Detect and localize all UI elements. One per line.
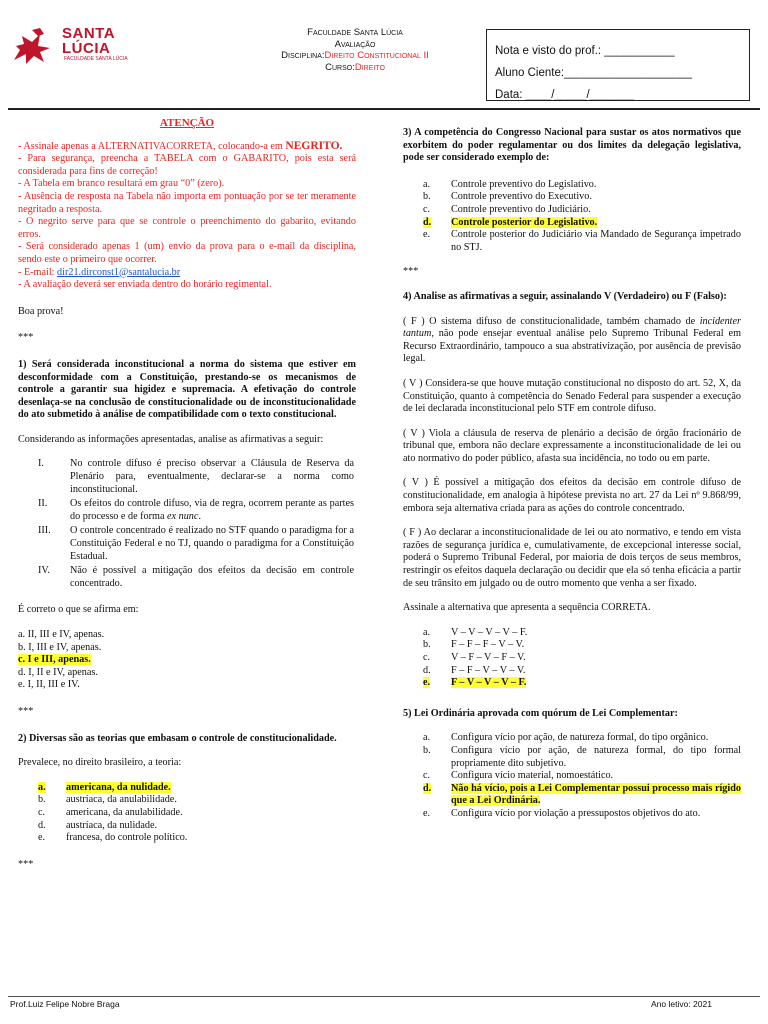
warning-title: ATENÇÃO — [159, 117, 215, 129]
email-link[interactable]: dir21.dirconst1@santalucia.br — [57, 266, 181, 278]
griffin-emblem-icon — [14, 28, 50, 64]
warning-item-3: - A Tabela em branco resultará em grau “0” (zero). — [18, 178, 225, 190]
q4-option-c: c. V – F – V – F – V. — [423, 652, 526, 663]
q1-statement: 1) Será considerada inconstitucional a norma do sistema que estiver em desconformidade com a Constituição, prestando-se os mecanismos de controle a garantir sua higidez e supremacia. A efetivação do controle desenlaça-se na conclusão de constitucionalidade ou de inconstitucionalidade do ato submetido à análise de compatibilidade com o texto constitucional. — [18, 358, 356, 421]
greeting: Boa prova! — [18, 305, 64, 317]
footer-professor: Prof.Luiz Felipe Nobre Braga — [10, 999, 120, 1009]
q1-option-d: d. I, II e IV, apenas. — [18, 666, 98, 678]
q4-affirmation-1: ( F ) O sistema difuso de constitucionalidade, também chamado de incidenter tantum, não pode ensejar eventual análise pelo Supremo Tribunal Federal em Recurso Extraordinário, tampouco a sua abstrativização, por ausência de previsão legal. — [403, 315, 741, 365]
q4-option-d: d. F – F – V – V – V. — [423, 664, 526, 676]
q1-option-c: c. I e III, apenas. — [18, 654, 91, 666]
q2-option-c: c. americana, da anulabilidade. — [38, 806, 183, 818]
q2-option-b: b. austríaca, da anulabilidade. — [38, 794, 177, 806]
q5-option-b: b. Configura vício por ação, de natureza formal, do tipo formal propriamente dito subjetivo. — [423, 744, 741, 769]
exam-header — [240, 27, 470, 73]
q3-option-c: c. Controle preventivo do Judiciário. — [423, 203, 591, 215]
q1-question: É correto o que se afirma em: — [18, 604, 139, 616]
right-column — [403, 127, 741, 821]
q3-option-e: e. Controle posterior do Judiciário via Mandado de Segurança impetrado no STJ. — [423, 229, 741, 253]
warning-item-6: - Será considerado apenas 1 (um) envio da prova para o e-mail da disciplina, sendo este o primeiro que ocorrer. — [18, 241, 356, 265]
logo-wordmark — [62, 26, 115, 56]
q4-statement: 4) Analise as afirmativas a seguir, assinalando V (Verdadeiro) ou F (Falso): — [403, 290, 727, 302]
warning-block — [18, 140, 356, 292]
discipline-value: Direito Constitucional II — [324, 50, 429, 61]
q1-intro: Considerando as informações apresentadas, analise as afirmativas a seguir: — [18, 433, 324, 445]
q4-option-e: e. F – V – V – V – F. — [423, 677, 527, 689]
q1-option-a: a. II, III e IV, apenas. — [18, 629, 105, 640]
grade-line-nota: Nota e visto do prof.: ___________ — [495, 45, 675, 57]
q3-statement: 3) A competência do Congresso Nacional para sustar os atos normativos que exorbitem do poder regulamentar ou dos limites da delegação legislativa, pode ser considerado exemplo de: — [403, 127, 741, 164]
q5-statement: 5) Lei Ordinária aprovada com quórum de Lei Complementar: — [403, 707, 678, 719]
q5-option-d: d. Não há vício, pois a Lei Complementar possui processo mais rígido que a Lei Ordinária. — [423, 782, 741, 807]
grade-line-data: Data: ____/_____/_______ — [495, 89, 635, 101]
q4-affirmation-3: ( V ) Viola a cláusula de reserva de plenário a decisão de órgão fracionário de tribunal que, embora não declare expressamente a inconstitucionalidade de lei ou ato normativo do poder público, afasta sua incidência, no todo ou em parte. — [403, 427, 741, 464]
logo-line-lucia: LÚCIA — [62, 40, 111, 57]
left-column — [18, 117, 356, 871]
logo-subtitle: FACULDADE SANTA LÚCIA — [64, 56, 128, 62]
q2-option-a: a. americana, da nulidade. — [38, 781, 171, 793]
warning-item-1: - Assinale apenas a ALTERNATIVACORRETA, colocando-a em NEGRITO. — [18, 139, 343, 152]
footer-year: Ano letivo: 2021 — [651, 999, 712, 1009]
separator: *** — [18, 858, 34, 870]
course-value: Direito — [354, 61, 385, 73]
course-label: Curso: — [325, 61, 355, 73]
q5-option-e: e. Configura vício por violação a pressupostos objetivos do ato. — [423, 807, 701, 819]
discipline-label: Disciplina: — [281, 50, 325, 61]
q5-option-c: c. Configura vício material, nomoestático. — [423, 770, 614, 782]
q1-item-1: I. No controle difuso é preciso observar a Cláusula de Reserva da Plenário para, eventualmente, declarar-se a norma como inconstitucional. — [38, 458, 354, 495]
q3-option-b: b. Controle preventivo do Executivo. — [423, 191, 592, 203]
q2-option-d: d. austríaca, da nulidade. — [38, 819, 158, 831]
institution-name: Faculdade Santa Lúcia — [307, 27, 403, 38]
q4-affirmation-4: ( V ) É possível a mitigação dos efeitos da decisão em controle difuso de constitucionalidade, em analogia à hipótese prevista no art. 27 da Lei nº 9.868/99, embora seja alternativa criada para as ações do controle concentrado. — [403, 477, 741, 514]
q5-option-a: a. Configura vício por ação, de natureza formal, do tipo orgânico. — [423, 732, 709, 744]
warning-item-4: - Ausência de resposta na Tabela não importa em pontuação por se ter meramente negritado a resposta. — [18, 190, 356, 215]
q1-item-2: II. Os efeitos do controle difuso, via de regra, ocorrem perante as partes do processo e de forma ex nunc. — [38, 498, 354, 522]
discipline-line — [240, 50, 470, 62]
q2-option-e: e. francesa, do controle político. — [38, 832, 188, 844]
footer-divider — [8, 996, 760, 997]
q4-question: Assinale a alternativa que apresenta a sequência CORRETA. — [403, 602, 651, 614]
q1-item-4: IV. Não é possível a mitigação dos efeitos da decisão em controle concentrado. — [38, 565, 354, 589]
warning-item-7: - E-mail: dir21.dirconst1@santalucia.br — [18, 266, 181, 278]
q4-affirmation-2: ( V ) Considera-se que houve mutação constitucional no disposto do art. 52, X, da Constituição, quanto à competência do Senado Federal para suspender a execução de lei declarada inconstitucional pelo STF em controle difuso. — [403, 377, 741, 415]
separator: *** — [403, 266, 419, 278]
separator: *** — [18, 332, 34, 344]
q3-option-a: a. Controle preventivo do Legislativo. — [423, 178, 597, 190]
q4-affirmation-5: ( F ) Ao declarar a inconstitucionalidade de lei ou ato normativo, e tendo em vista razões de segurança jurídica e, cumulativamente, de excepcional interesse social, poderá o Supremo Tribunal Federal, por maioria de dois terços de seus membros, restringir os efeitos daquela declaração ou decidir que ela só tenha eficácia a partir de seu trânsito em julgado ou de outro momento que venha a ser fixado. — [403, 527, 741, 589]
q3-option-d: d. Controle posterior do Legislativo. — [423, 216, 598, 228]
grade-box — [486, 29, 750, 101]
header-divider — [8, 108, 760, 110]
warning-item-2: - Para segurança, preencha a TABELA com o GABARITO, pois esta será considerada para fins de correção! — [18, 153, 356, 177]
course-line — [240, 62, 470, 74]
q4-option-a: a. V – V – V – V – F. — [423, 626, 528, 638]
q1-option-e: e. I, II, III e IV. — [18, 679, 80, 691]
q2-statement: 2) Diversas são as teorias que embasam o controle de constitucionalidade. — [18, 732, 337, 744]
q2-intro: Prevalece, no direito brasileiro, a teoria: — [18, 757, 182, 769]
warning-item-8: - A avaliação deverá ser enviada dentro do horário regimental. — [18, 279, 272, 291]
logo-line-santa: SANTA — [62, 25, 116, 42]
q4-option-b: b. F – F – F – V – V. — [423, 639, 525, 651]
warning-item-5: - O negrito serve para que se controle o preenchimento do gabarito, evitando erros. — [18, 216, 356, 240]
q1-option-b: b. I, III e IV, apenas. — [18, 641, 102, 653]
q1-item-3: III. O controle concentrado é realizado no STF quando o paradigma for a Constituição Federal e no TJ, quando o paradigma for a Constituição Estadual. — [38, 525, 354, 562]
separator: *** — [18, 705, 34, 717]
grade-line-aluno: Aluno Ciente:____________________ — [495, 67, 692, 79]
exam-type: Avaliação — [334, 38, 376, 50]
